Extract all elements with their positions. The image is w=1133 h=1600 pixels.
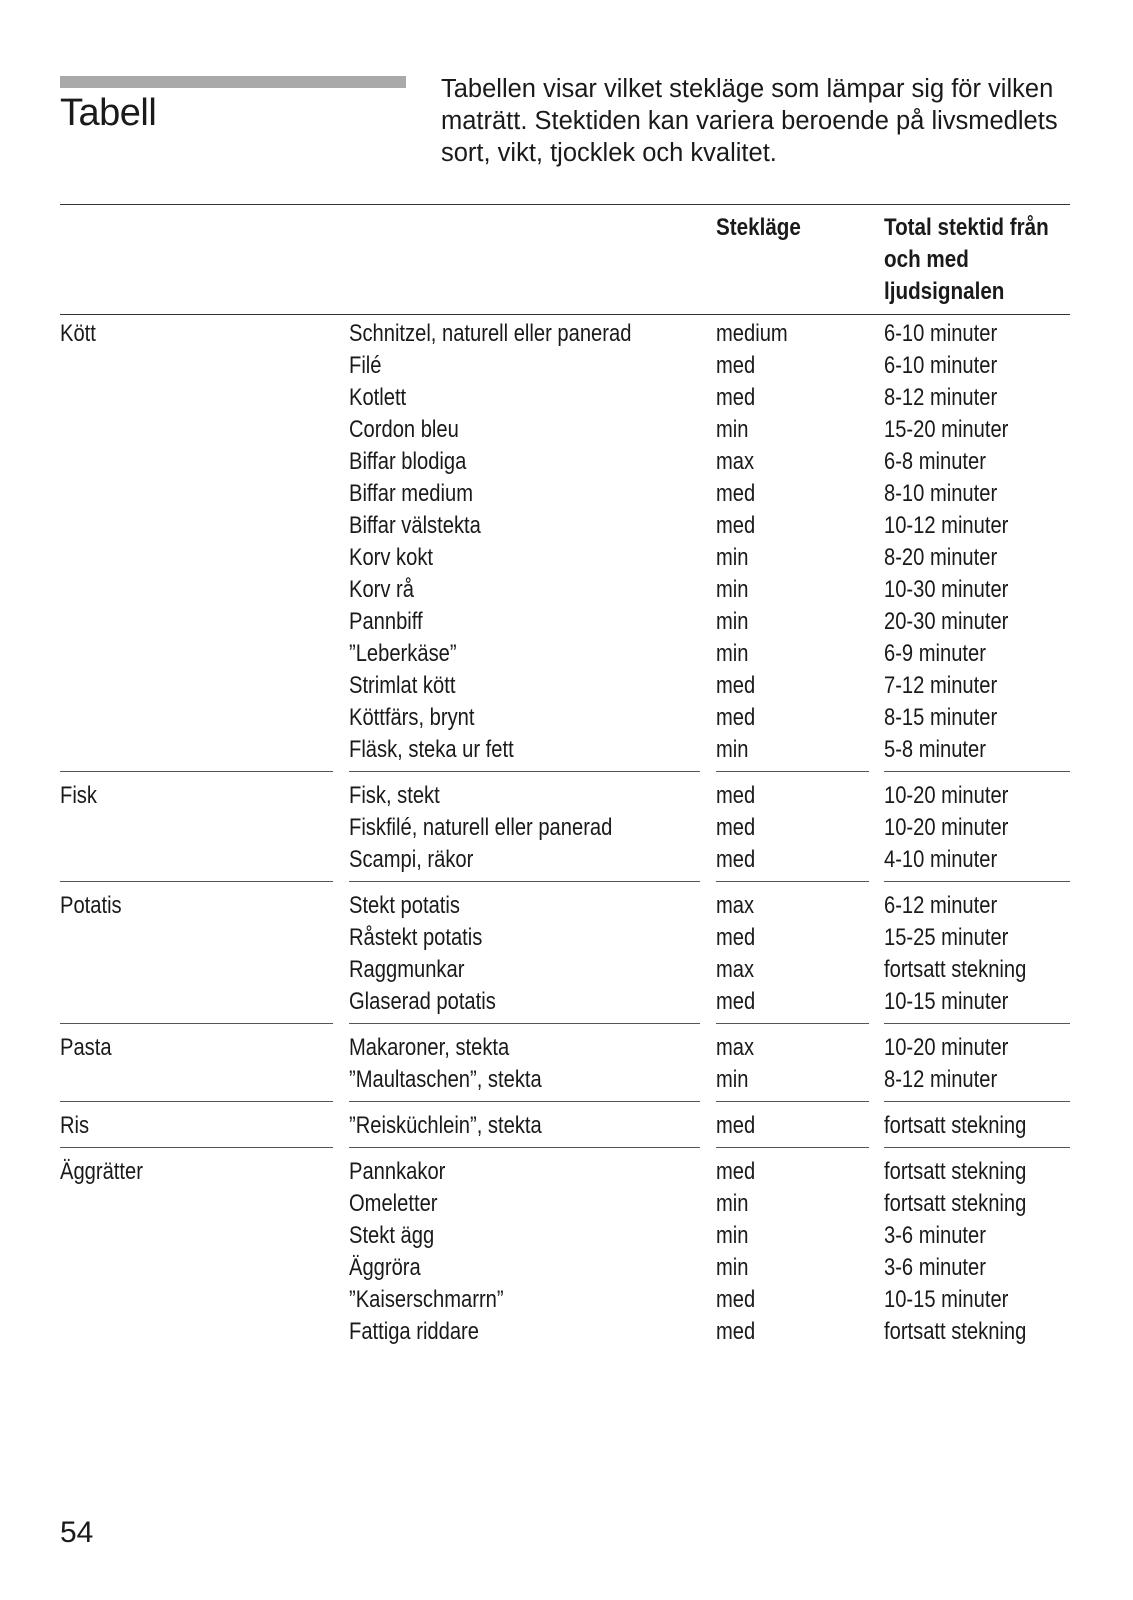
- section-marker-bar: [60, 76, 406, 88]
- frying-setting: med: [716, 924, 756, 951]
- frying-setting: med: [716, 1158, 756, 1185]
- dish-name: Strimlat kött: [349, 672, 456, 699]
- group-divider: [716, 1023, 869, 1024]
- dish-name: Köttfärs, brynt: [349, 704, 475, 731]
- frying-setting: min: [716, 1222, 749, 1249]
- group-divider: [60, 881, 333, 882]
- frying-time: 20-30 minuter: [884, 608, 1009, 635]
- frying-time: 6-9 minuter: [884, 640, 986, 667]
- frying-time: fortsatt stekning: [884, 1190, 1027, 1217]
- frying-time: 6-10 minuter: [884, 320, 998, 347]
- frying-setting: med: [716, 782, 756, 809]
- group-divider: [60, 1023, 333, 1024]
- frying-setting: medium: [716, 320, 788, 347]
- group-divider: [60, 1101, 333, 1102]
- dish-name: Cordon bleu: [349, 416, 459, 443]
- frying-time: 15-25 minuter: [884, 924, 1009, 951]
- frying-time: 10-20 minuter: [884, 782, 1009, 809]
- frying-time: 8-15 minuter: [884, 704, 998, 731]
- header-time-line2: och med: [884, 246, 969, 273]
- frying-setting: min: [716, 1190, 749, 1217]
- dish-name: ”Kaiserschmarrn”: [349, 1286, 504, 1313]
- group-divider: [349, 771, 700, 772]
- dish-name: Fläsk, steka ur fett: [349, 736, 514, 763]
- category-label: Potatis: [60, 892, 122, 919]
- dish-name: Fattiga riddare: [349, 1318, 479, 1345]
- frying-setting: max: [716, 892, 755, 919]
- group-divider: [716, 771, 869, 772]
- frying-time: 8-12 minuter: [884, 1066, 998, 1093]
- intro-paragraph: Tabellen visar vilket stekläge som lämpar sig för vilken maträtt. Stektiden kan variera beroende på livsmedlets sort, vikt, tjocklek och kvalitet.: [441, 75, 1058, 167]
- frying-setting: med: [716, 814, 756, 841]
- category-label: Äggrätter: [60, 1158, 143, 1185]
- frying-time: 7-12 minuter: [884, 672, 998, 699]
- frying-time: 6-10 minuter: [884, 352, 998, 379]
- dish-name: Pannbiff: [349, 608, 423, 635]
- frying-time: fortsatt stekning: [884, 956, 1027, 983]
- dish-name: Filé: [349, 352, 382, 379]
- frying-setting: min: [716, 544, 749, 571]
- frying-setting: max: [716, 1034, 755, 1061]
- frying-setting: min: [716, 1066, 749, 1093]
- group-divider: [884, 771, 1070, 772]
- frying-setting: med: [716, 1318, 756, 1345]
- frying-time: 8-10 minuter: [884, 480, 998, 507]
- dish-name: Biffar blodiga: [349, 448, 467, 475]
- frying-time: 15-20 minuter: [884, 416, 1009, 443]
- group-divider: [349, 1101, 700, 1102]
- frying-time: fortsatt stekning: [884, 1318, 1027, 1345]
- group-divider: [716, 1101, 869, 1102]
- dish-name: Glaserad potatis: [349, 988, 496, 1015]
- frying-setting: min: [716, 736, 749, 763]
- dish-name: Omeletter: [349, 1190, 438, 1217]
- frying-time: 10-30 minuter: [884, 576, 1009, 603]
- frying-setting: med: [716, 480, 756, 507]
- frying-time: 3-6 minuter: [884, 1222, 986, 1249]
- dish-name: ”Maultaschen”, stekta: [349, 1066, 542, 1093]
- group-divider: [884, 1023, 1070, 1024]
- frying-setting: min: [716, 416, 749, 443]
- frying-setting: min: [716, 608, 749, 635]
- frying-setting: med: [716, 846, 756, 873]
- dish-name: Biffar välstekta: [349, 512, 481, 539]
- frying-setting: max: [716, 956, 755, 983]
- header-setting: Stekläge: [716, 214, 801, 241]
- frying-setting: med: [716, 352, 756, 379]
- dish-name: Pannkakor: [349, 1158, 446, 1185]
- frying-time: 5-8 minuter: [884, 736, 986, 763]
- frying-setting: min: [716, 1254, 749, 1281]
- dish-name: Raggmunkar: [349, 956, 465, 983]
- header-time-line1: Total stektid från: [884, 214, 1049, 241]
- frying-time: 10-20 minuter: [884, 1034, 1009, 1061]
- frying-time: 4-10 minuter: [884, 846, 998, 873]
- dish-name: Äggröra: [349, 1254, 421, 1281]
- frying-time: fortsatt stekning: [884, 1158, 1027, 1185]
- frying-time: 10-15 minuter: [884, 988, 1009, 1015]
- frying-time: 3-6 minuter: [884, 1254, 986, 1281]
- group-divider: [349, 881, 700, 882]
- frying-time: 10-20 minuter: [884, 814, 1009, 841]
- frying-time: 6-12 minuter: [884, 892, 998, 919]
- frying-setting: med: [716, 512, 756, 539]
- category-label: Pasta: [60, 1034, 112, 1061]
- dish-name: Kotlett: [349, 384, 407, 411]
- group-divider: [884, 881, 1070, 882]
- group-divider: [716, 1147, 869, 1148]
- group-divider: [884, 1101, 1070, 1102]
- category-label: Kött: [60, 320, 96, 347]
- dish-name: Schnitzel, naturell eller panerad: [349, 320, 632, 347]
- frying-setting: med: [716, 384, 756, 411]
- header-bottom-rule: [60, 314, 1070, 315]
- frying-time: 10-12 minuter: [884, 512, 1009, 539]
- dish-name: Fiskfilé, naturell eller panerad: [349, 814, 613, 841]
- frying-setting: max: [716, 448, 755, 475]
- dish-name: Korv rå: [349, 576, 414, 603]
- frying-setting: med: [716, 1112, 756, 1139]
- frying-time: 10-15 minuter: [884, 1286, 1009, 1313]
- dish-name: Biffar medium: [349, 480, 473, 507]
- frying-time: 8-20 minuter: [884, 544, 998, 571]
- category-label: Fisk: [60, 782, 97, 809]
- frying-time: 8-12 minuter: [884, 384, 998, 411]
- group-divider: [60, 1147, 333, 1148]
- page-number: 54: [60, 1516, 94, 1549]
- frying-time: 6-8 minuter: [884, 448, 986, 475]
- group-divider: [349, 1147, 700, 1148]
- frying-setting: med: [716, 988, 756, 1015]
- dish-name: Stekt potatis: [349, 892, 460, 919]
- header-time-line3: ljudsignalen: [884, 278, 1005, 305]
- category-label: Ris: [60, 1112, 90, 1139]
- dish-name: Makaroner, stekta: [349, 1034, 510, 1061]
- dish-name: ”Leberkäse”: [349, 640, 457, 667]
- table-top-rule: [60, 204, 1070, 205]
- frying-setting: min: [716, 576, 749, 603]
- dish-name: Fisk, stekt: [349, 782, 440, 809]
- frying-setting: med: [716, 704, 756, 731]
- dish-name: Scampi, räkor: [349, 846, 474, 873]
- frying-setting: med: [716, 1286, 756, 1313]
- group-divider: [349, 1023, 700, 1024]
- frying-setting: med: [716, 672, 756, 699]
- dish-name: Råstekt potatis: [349, 924, 483, 951]
- dish-name: Korv kokt: [349, 544, 434, 571]
- frying-time: fortsatt stekning: [884, 1112, 1027, 1139]
- group-divider: [884, 1147, 1070, 1148]
- dish-name: ”Reisküchlein”, stekta: [349, 1112, 542, 1139]
- group-divider: [716, 881, 869, 882]
- page-title: Tabell: [60, 92, 157, 134]
- group-divider: [60, 771, 333, 772]
- dish-name: Stekt ägg: [349, 1222, 435, 1249]
- frying-setting: min: [716, 640, 749, 667]
